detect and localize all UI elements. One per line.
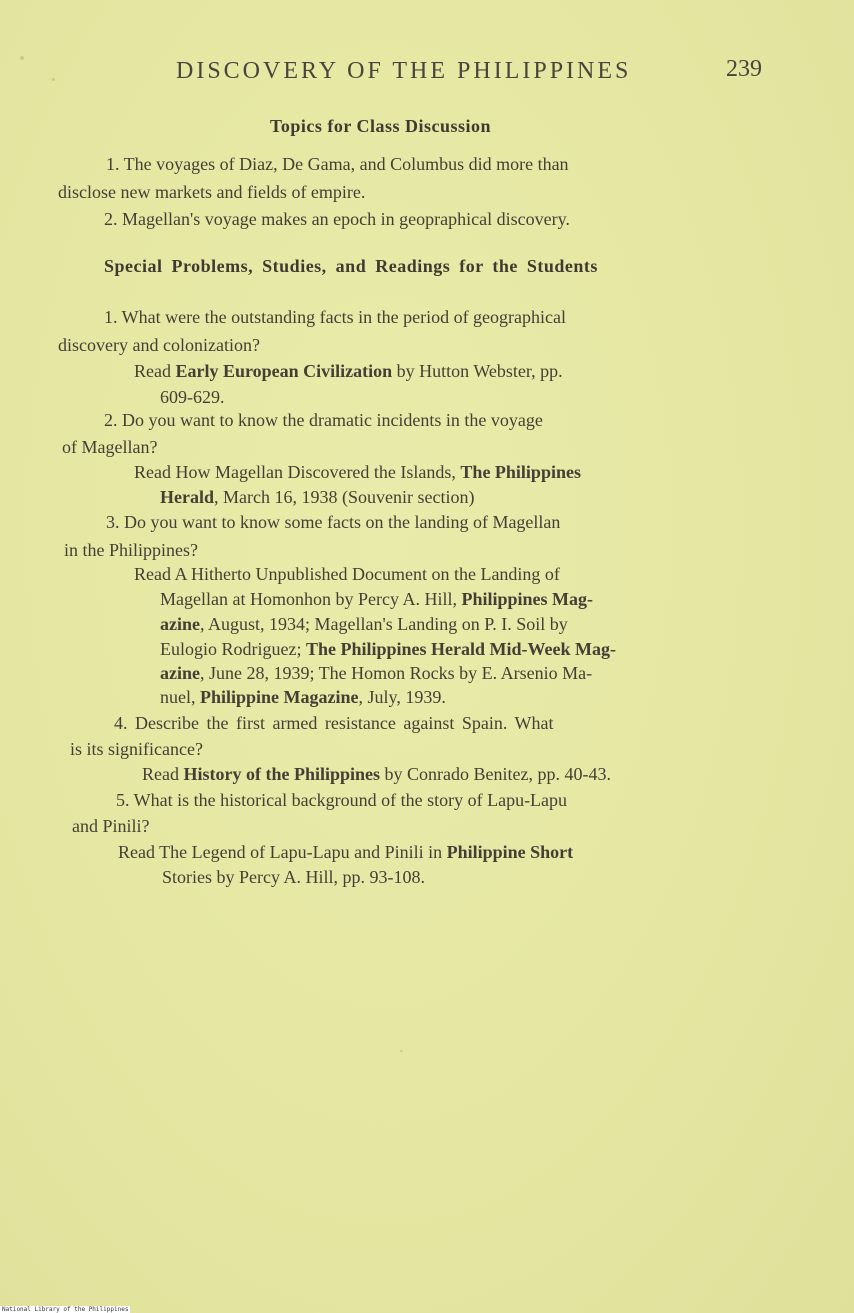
question-3-line-1: 3. Do you want to know some facts on the landing of Magellan	[106, 512, 561, 532]
reading-2-text: Read How Magellan Discovered the Islands,	[134, 462, 461, 482]
paper-speck	[400, 1050, 403, 1052]
reading-3-publication-2-cont: azine	[160, 663, 200, 683]
library-credit: National Library of the Philippines	[2, 1306, 129, 1313]
reading-3-line-6-text: nuel,	[160, 687, 200, 707]
question-1-line-2: discovery and colonization?	[58, 335, 260, 355]
reading-3-line-4-text: Eulogio Rodriguez;	[160, 639, 306, 659]
reading-3-line-2	[160, 587, 593, 613]
reading-4-title: History of the Philippines	[183, 764, 380, 784]
reading-1-rest: by Hutton Webster, pp.	[392, 361, 563, 381]
reading-5-line-2: Stories by Percy A. Hill, pp. 93-108.	[162, 867, 425, 887]
running-title: DISCOVERY OF THE PHILIPPINES	[176, 58, 632, 84]
reading-2-publication-cont: Herald	[160, 487, 214, 507]
reading-5-publication: Philippine Short	[446, 842, 574, 862]
reading-3-line-3-text: , August, 1934; Magellan's Landing on P. I. Soil by	[200, 614, 568, 634]
question-1-line-1: 1. What were the outstanding facts in the period of geographical	[104, 307, 567, 327]
reading-5-line-1	[118, 840, 573, 866]
reading-3-line-5	[160, 661, 592, 687]
reading-3-line-5-text: , June 28, 1939; The Homon Rocks by E. Arsenio Ma-	[200, 663, 593, 683]
question-5-line-2: and Pinili?	[72, 816, 150, 836]
reading-1-read: Read	[134, 361, 176, 381]
topic-1-line-2: disclose new markets and fields of empire.	[58, 182, 366, 202]
reading-2-date: , March 16, 1938 (Souvenir section)	[214, 487, 475, 507]
page-number: 239	[726, 56, 762, 82]
topic-2: 2. Magellan's voyage makes an epoch in geopraphical discovery.	[104, 209, 570, 229]
reading-3-line-4	[160, 637, 616, 663]
question-4-line-1: 4. Describe the first armed resistance against Spain. What	[114, 713, 554, 733]
question-2-line-2: of Magellan?	[62, 437, 158, 457]
reading-1-title: Early European Civilization	[175, 361, 393, 381]
paper-speck	[20, 56, 24, 60]
reading-2-publication: The Philippines	[460, 462, 581, 482]
reading-4-read: Read	[142, 764, 184, 784]
reading-1-line-1	[134, 359, 563, 385]
reading-1-line-2: 609-629.	[160, 387, 225, 407]
reading-3-line-1: Read A Hitherto Unpublished Document on the Landing of	[134, 564, 560, 584]
special-problems-heading: Special Problems, Studies, and Readings for the Students	[104, 256, 598, 276]
reading-4-rest: by Conrado Benitez, pp. 40-43.	[380, 764, 611, 784]
question-4-line-2: is its significance?	[70, 739, 203, 759]
reading-3-publication-3: Philippine Magazine	[200, 687, 359, 707]
reading-5-text: Read The Legend of Lapu-Lapu and Pinili in	[118, 842, 447, 862]
question-2-line-1: 2. Do you want to know the dramatic incidents in the voyage	[104, 410, 543, 430]
reading-3-line-2-text: Magellan at Homonhon by Percy A. Hill,	[160, 589, 462, 609]
reading-3-line-3	[160, 612, 568, 638]
reading-2-line-1	[134, 460, 581, 486]
paper-speck	[52, 78, 55, 81]
reading-3-line-6-rest: , July, 1939.	[358, 687, 446, 707]
reading-2-line-2	[160, 485, 474, 511]
question-3-line-2: in the Philippines?	[64, 540, 198, 560]
reading-3-line-6	[160, 685, 446, 711]
question-5-line-1: 5. What is the historical background of the story of Lapu-Lapu	[116, 790, 568, 810]
reading-3-publication-2: The Philippines Herald Mid-Week Mag-	[305, 639, 616, 659]
topics-heading: Topics for Class Discussion	[270, 116, 492, 136]
reading-3-publication-1-cont: azine	[160, 614, 200, 634]
topic-1-line-1: 1. The voyages of Diaz, De Gama, and Columbus did more than	[106, 154, 569, 174]
reading-4	[142, 762, 611, 788]
reading-3-publication-1: Philippines Mag-	[461, 589, 593, 609]
